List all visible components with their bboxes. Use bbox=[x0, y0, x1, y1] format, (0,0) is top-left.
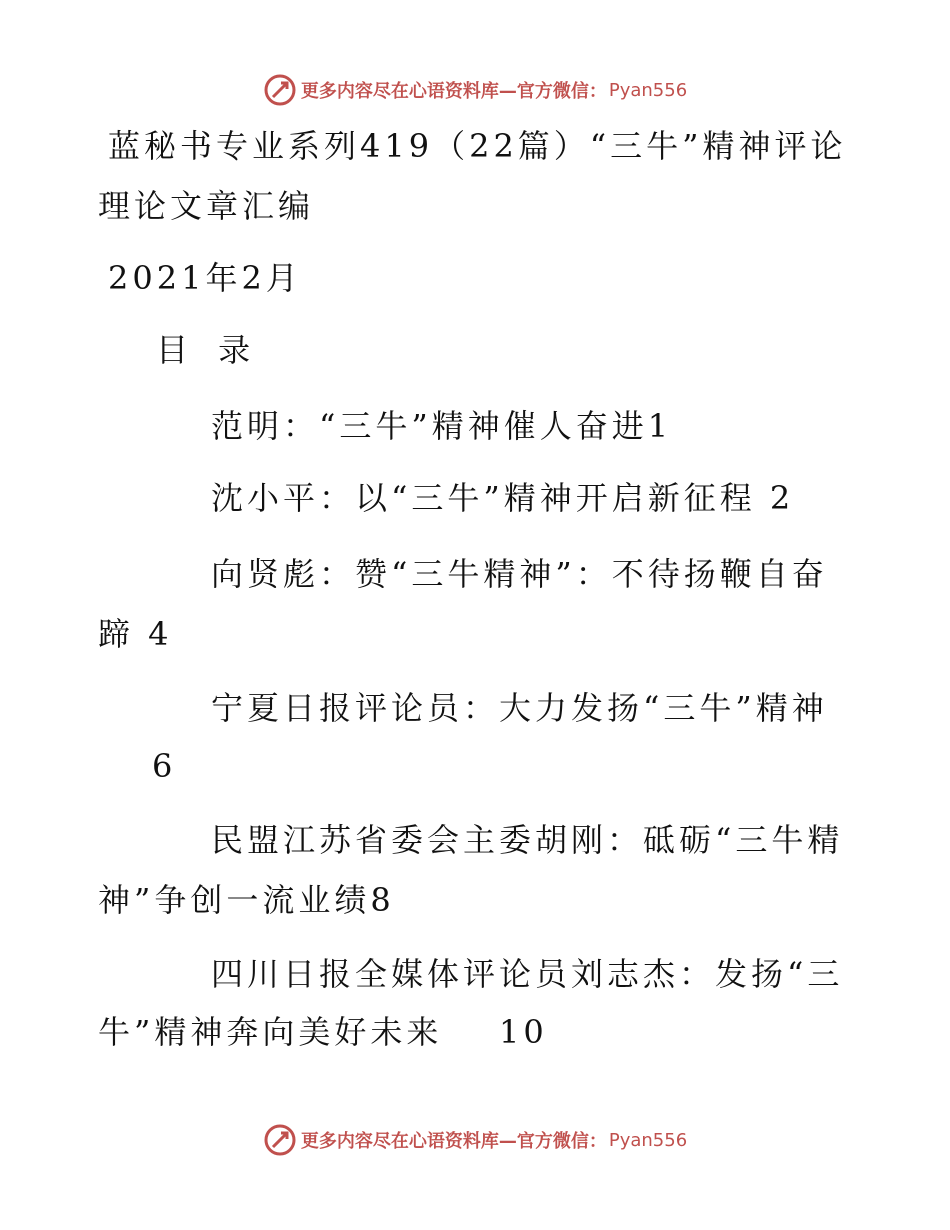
toc-item-3-cont[interactable]: 蹄 4 bbox=[98, 615, 173, 653]
doc-date: 2021年2月 bbox=[108, 259, 302, 297]
toc-item-5-cont[interactable]: 神”争创一流业绩8 bbox=[98, 881, 395, 919]
toc-item-3[interactable]: 向贤彪：赞“三牛精神”：不待扬鞭自奋 bbox=[211, 555, 828, 593]
header-banner bbox=[0, 70, 950, 110]
banner-handle: Pyan556 bbox=[608, 1129, 688, 1151]
toc-heading: 目 录 bbox=[156, 331, 261, 369]
logo-icon bbox=[263, 1123, 297, 1157]
toc-item-1[interactable]: 范明：“三牛”精神催人奋进1 bbox=[211, 407, 673, 445]
toc-item-5[interactable]: 民盟江苏省委会主委胡刚：砥砺“三牛精 bbox=[211, 821, 844, 859]
toc-item-4[interactable]: 宁夏日报评论员：大力发扬“三牛”精神 bbox=[211, 689, 828, 727]
toc-item-6-cont[interactable]: 牛”精神奔向美好未来 10 bbox=[98, 1013, 548, 1051]
doc-title-line-1: 蓝秘书专业系列419（22篇）“三牛”精神评论 bbox=[108, 127, 847, 165]
doc-title-line-2: 理论文章汇编 bbox=[98, 187, 315, 225]
banner-handle: Pyan556 bbox=[608, 79, 688, 101]
banner-text: 更多内容尽在心语资料库—官方微信： bbox=[300, 1131, 607, 1152]
toc-item-4-cont[interactable]: 6 bbox=[152, 747, 177, 785]
toc-item-6[interactable]: 四川日报全媒体评论员刘志杰：发扬“三 bbox=[211, 955, 844, 993]
footer-banner bbox=[0, 1120, 950, 1160]
logo-icon bbox=[263, 73, 297, 107]
banner-text: 更多内容尽在心语资料库—官方微信： bbox=[300, 81, 607, 102]
toc-item-2[interactable]: 沈小平：以“三牛”精神开启新征程 2 bbox=[211, 479, 795, 517]
